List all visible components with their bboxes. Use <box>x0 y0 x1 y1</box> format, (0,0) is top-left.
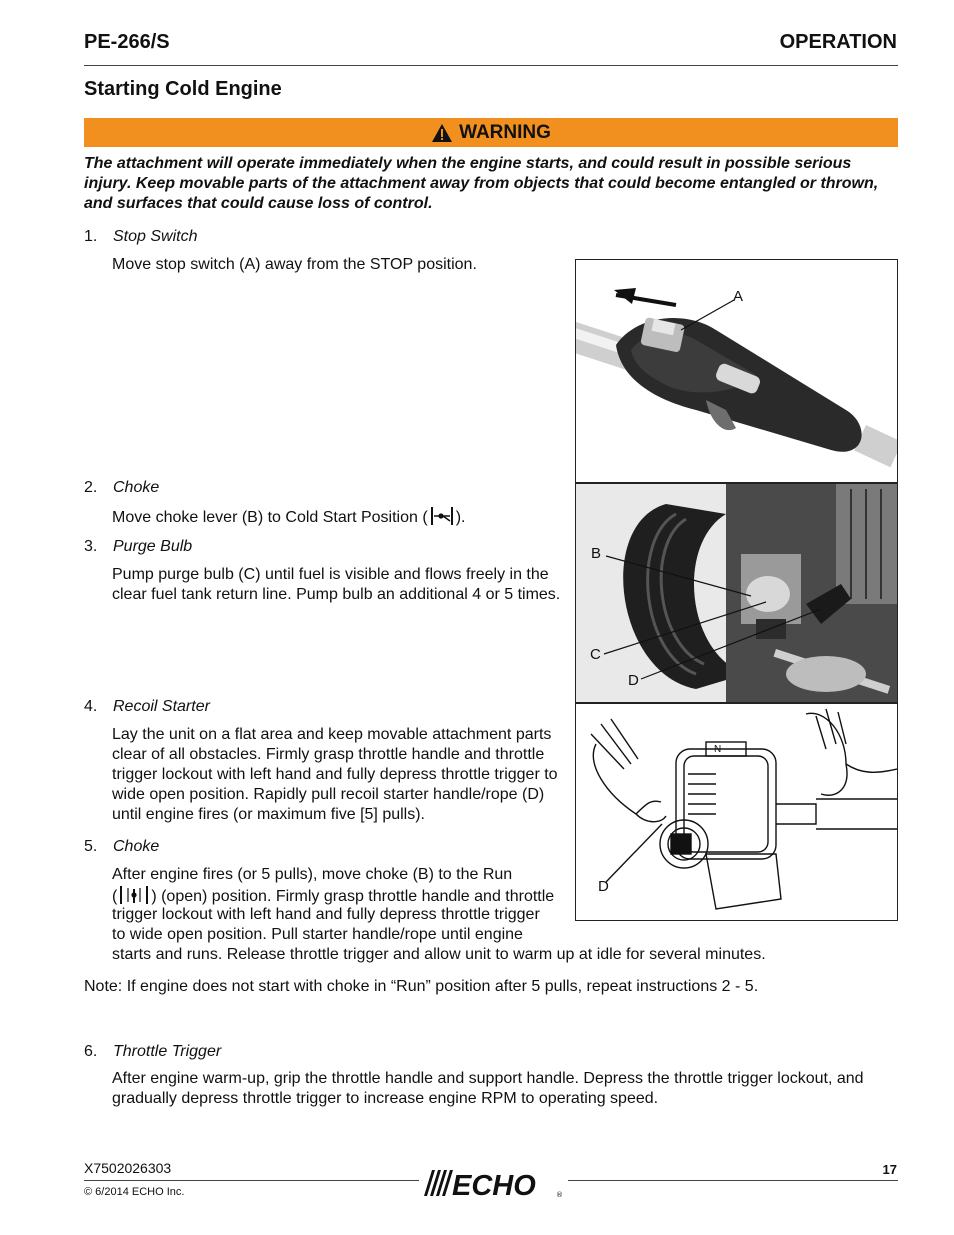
step-6-number: 6. <box>84 1043 98 1060</box>
step-1-text: Move stop switch (A) away from the STOP position. <box>112 256 477 273</box>
echo-logo-text: ECHO <box>452 1170 536 1200</box>
step-3-title: Purge Bulb <box>113 538 193 555</box>
step-1-number: 1. <box>84 228 98 245</box>
footer-part-number: X7502026303 <box>84 1160 172 1176</box>
figure-label-c: C <box>590 646 601 663</box>
step-1-title: Stop Switch <box>113 228 198 245</box>
figure-recoil-starter <box>575 703 898 921</box>
step-5-number: 5. <box>84 838 98 855</box>
step-5-line-3: trigger lockout with left hand and fully depress throttle trigger <box>112 906 540 923</box>
step-6-title: Throttle Trigger <box>113 1043 222 1060</box>
step-3-number: 3. <box>84 538 98 555</box>
warning-text: The attachment will operate immediately when the engine starts, and could result in possible serious injury. Keep movable parts of the attachment away from objects that could become entangled or thrown, and surfaces that could cause loss of control. <box>84 155 879 212</box>
header-rule <box>84 65 898 66</box>
recoil-starter-illustration <box>576 704 897 920</box>
warning-triangle-icon <box>431 123 453 143</box>
step-4-number: 4. <box>84 698 98 715</box>
figure-choke-purge-bulb <box>575 483 898 703</box>
header-model: PE-266/S <box>84 31 170 53</box>
choke-purge-bulb-illustration <box>576 484 897 702</box>
figure-label-a: A <box>733 288 744 305</box>
warning-bar <box>84 118 898 147</box>
step-2-text-before: Move choke lever (B) to Cold Start Position ( <box>112 509 428 526</box>
step-6-text: After engine warm-up, grip the throttle handle and support handle. Depress the throttle trigger lockout, and gradually depress throttle trigger to increase engine RPM to operating speed. <box>112 1070 864 1107</box>
step-2-title: Choke <box>113 479 160 496</box>
footer-copyright: © 6/2014 ECHO Inc. <box>84 1186 185 1198</box>
section-title: Starting Cold Engine <box>84 78 282 100</box>
svg-text:®: ® <box>556 1191 563 1199</box>
step-4-text: Lay the unit on a flat area and keep movable attachment parts clear of all obstacles. Firmly grasp throttle handle and throttle trigger lockout with left hand and fully depress throttle trigger to wide open position. Rapidly pull recoil starter handle/rope (D) until engine fires (or maximum five [5] pulls). <box>112 726 558 823</box>
footer-page-number: 17 <box>882 1162 897 1177</box>
figure-label-b: B <box>591 545 602 562</box>
figure-label-d-2: D <box>598 878 609 895</box>
step-2-text-after: ). <box>455 509 466 526</box>
step-2-text <box>112 506 562 528</box>
step-5-line-4: to wide open position. Pull starter handle/rope until engine <box>112 926 523 943</box>
step-5-line-5: starts and runs. Release throttle trigger and allow unit to warm up at idle for several minutes. <box>112 946 766 963</box>
note-text: Note: If engine does not start with choke in “Run” position after 5 pulls, repeat instructions 2 - 5. <box>84 978 759 995</box>
step-5-line-2-text: ) (open) position. Firmly grasp throttle handle and throttle <box>151 888 555 905</box>
step-5-line-1: After engine fires (or 5 pulls), move choke (B) to the Run <box>112 866 513 883</box>
cold-start-choke-icon <box>429 506 455 526</box>
step-2-number: 2. <box>84 479 98 496</box>
figure-label-n: N <box>714 744 722 755</box>
echo-logo <box>424 1166 564 1200</box>
step-3-text: Pump purge bulb (C) until fuel is visible and flows freely in the clear fuel tank return line. Pump bulb an additional 4 or 5 times. <box>112 566 561 603</box>
footer-rule-right <box>568 1180 898 1181</box>
step-4-title: Recoil Starter <box>113 698 210 715</box>
header-section: OPERATION <box>779 31 897 53</box>
figure-label-d-1: D <box>628 672 639 689</box>
echo-logo-graphic <box>424 1166 564 1200</box>
figure-stop-switch <box>575 259 898 483</box>
footer-rule-left <box>84 1180 419 1181</box>
step-5-line-2: ( ) (open) position. Firmly grasp throttle handle and throttle <box>112 885 572 907</box>
run-choke-icon <box>118 885 150 905</box>
warning-label: WARNING <box>459 121 551 143</box>
step-5-title: Choke <box>113 838 160 855</box>
